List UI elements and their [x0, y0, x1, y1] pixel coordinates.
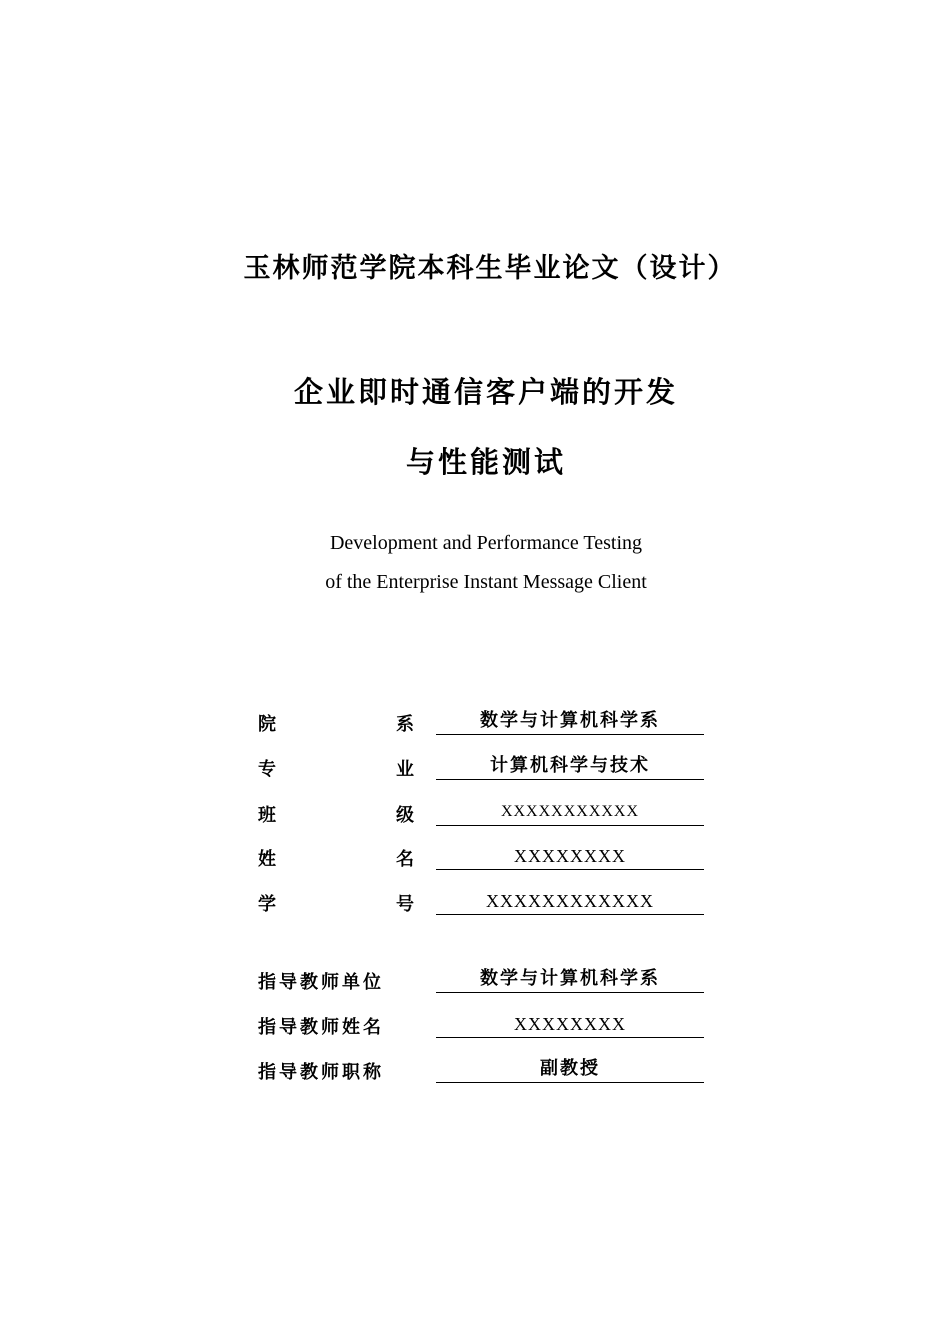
major-value: 计算机科学与技术 [436, 753, 704, 780]
name-label-last: 名 [396, 849, 417, 870]
department-value: 数学与计算机科学系 [436, 708, 704, 735]
info-row-student-id [258, 888, 706, 922]
name-value: XXXXXXXX [436, 843, 704, 870]
advisor-name-value: XXXXXXXX [436, 1011, 704, 1038]
department-label-first: 院 [258, 714, 279, 735]
info-row-name [258, 843, 706, 877]
student-id-value: XXXXXXXXXXXX [436, 888, 704, 915]
info-row-major [258, 753, 706, 787]
advisor-unit-label: 指导教师单位 [258, 972, 384, 993]
department-label-last: 系 [396, 714, 417, 735]
info-row-advisor-name [258, 1011, 706, 1045]
student-id-label-last: 号 [396, 894, 417, 915]
advisor-name-label: 指导教师姓名 [258, 1017, 384, 1038]
advisor-title-label: 指导教师职称 [258, 1062, 384, 1083]
thesis-title-en-line2: of the Enterprise Instant Message Client [325, 571, 647, 593]
class-label-last: 级 [396, 805, 417, 826]
class-value: XXXXXXXXXXX [436, 799, 704, 826]
name-label-first: 姓 [258, 849, 279, 870]
university-title: 玉林师范学院本科生毕业论文（设计） [243, 253, 737, 284]
advisor-title-value: 副教授 [436, 1056, 704, 1083]
major-label-first: 专 [258, 759, 279, 780]
info-row-advisor-title [258, 1056, 706, 1090]
thesis-title-en-line1: Development and Performance Testing [329, 532, 643, 554]
student-id-label-first: 学 [258, 894, 279, 915]
major-label-last: 业 [396, 759, 417, 780]
advisor-unit-value: 数学与计算机科学系 [436, 966, 704, 993]
thesis-title-cn-line1: 企业即时通信客户端的开发 [293, 375, 678, 409]
info-row-department [258, 708, 706, 742]
info-row-advisor-unit [258, 966, 706, 1000]
info-row-class [258, 799, 706, 833]
class-label-first: 班 [258, 805, 279, 826]
thesis-title-cn-line2: 与性能测试 [405, 445, 566, 479]
